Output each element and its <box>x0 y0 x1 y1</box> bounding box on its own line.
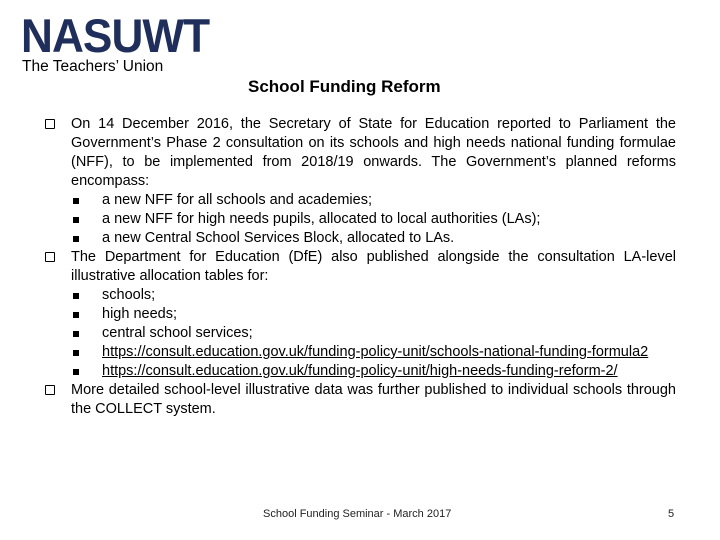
checkbox-bullet-icon <box>45 119 55 129</box>
square-bullet-icon <box>73 236 79 242</box>
slide-title: School Funding Reform <box>248 77 441 96</box>
page-number: 5 <box>668 508 675 520</box>
square-bullet-icon <box>73 312 79 318</box>
sub-bullet <box>44 229 676 248</box>
sub-bullet-text: central school services; <box>102 325 253 341</box>
sub-bullet-text: schools; <box>102 287 156 303</box>
checkbox-bullet-icon <box>45 252 55 262</box>
sub-bullet-link <box>44 343 676 362</box>
square-bullet-icon <box>73 331 79 337</box>
schools-nff-consultation-link[interactable]: https://consult.education.gov.uk/funding-policy-unit/schools-national-funding-formula2 <box>102 344 649 360</box>
sub-bullet <box>44 305 676 324</box>
bullet-point-3 <box>44 381 676 419</box>
sub-bullet <box>44 286 676 305</box>
slide-footer: School Funding Seminar - March 2017 <box>263 508 452 520</box>
logo-wordmark: NASUWT <box>21 9 210 62</box>
square-bullet-icon <box>73 217 79 223</box>
checkbox-bullet-icon <box>45 385 55 395</box>
high-needs-consultation-link[interactable]: https://consult.education.gov.uk/funding-policy-unit/high-needs-funding-reform-2/ <box>102 363 618 379</box>
nasuwt-logo <box>21 9 221 75</box>
bullet-text: The Department for Education (DfE) also published alongside the consultation LA-level illustrative allocation tables for: <box>71 249 676 284</box>
square-bullet-icon <box>73 369 79 375</box>
sub-bullet-text: a new NFF for all schools and academies; <box>102 192 372 208</box>
sub-bullet-link <box>44 362 676 381</box>
bullet-text: On 14 December 2016, the Secretary of State for Education reported to Parliament the Government’s Phase 2 consultation on its schools and high needs national funding formulae (NFF), to be implemented from 2018/19 onwards. The Government’s planned reforms encompass: <box>71 116 676 189</box>
sub-bullet <box>44 191 676 210</box>
square-bullet-icon <box>73 198 79 204</box>
slide-content <box>44 115 676 419</box>
bullet-text: More detailed school-level illustrative data was further published to individual schools through the COLLECT system. <box>71 382 676 417</box>
sub-bullet-text: a new NFF for high needs pupils, allocated to local authorities (LAs); <box>102 211 541 227</box>
square-bullet-icon <box>73 293 79 299</box>
sub-bullet <box>44 210 676 229</box>
sub-bullet-text: a new Central School Services Block, allocated to LAs. <box>102 230 455 246</box>
bullet-point-2 <box>44 248 676 286</box>
sub-bullet <box>44 324 676 343</box>
bullet-point-1 <box>44 115 676 191</box>
sub-bullet-text: high needs; <box>102 306 177 322</box>
logo-tagline: The Teachers’ Union <box>22 58 164 75</box>
square-bullet-icon <box>73 350 79 356</box>
